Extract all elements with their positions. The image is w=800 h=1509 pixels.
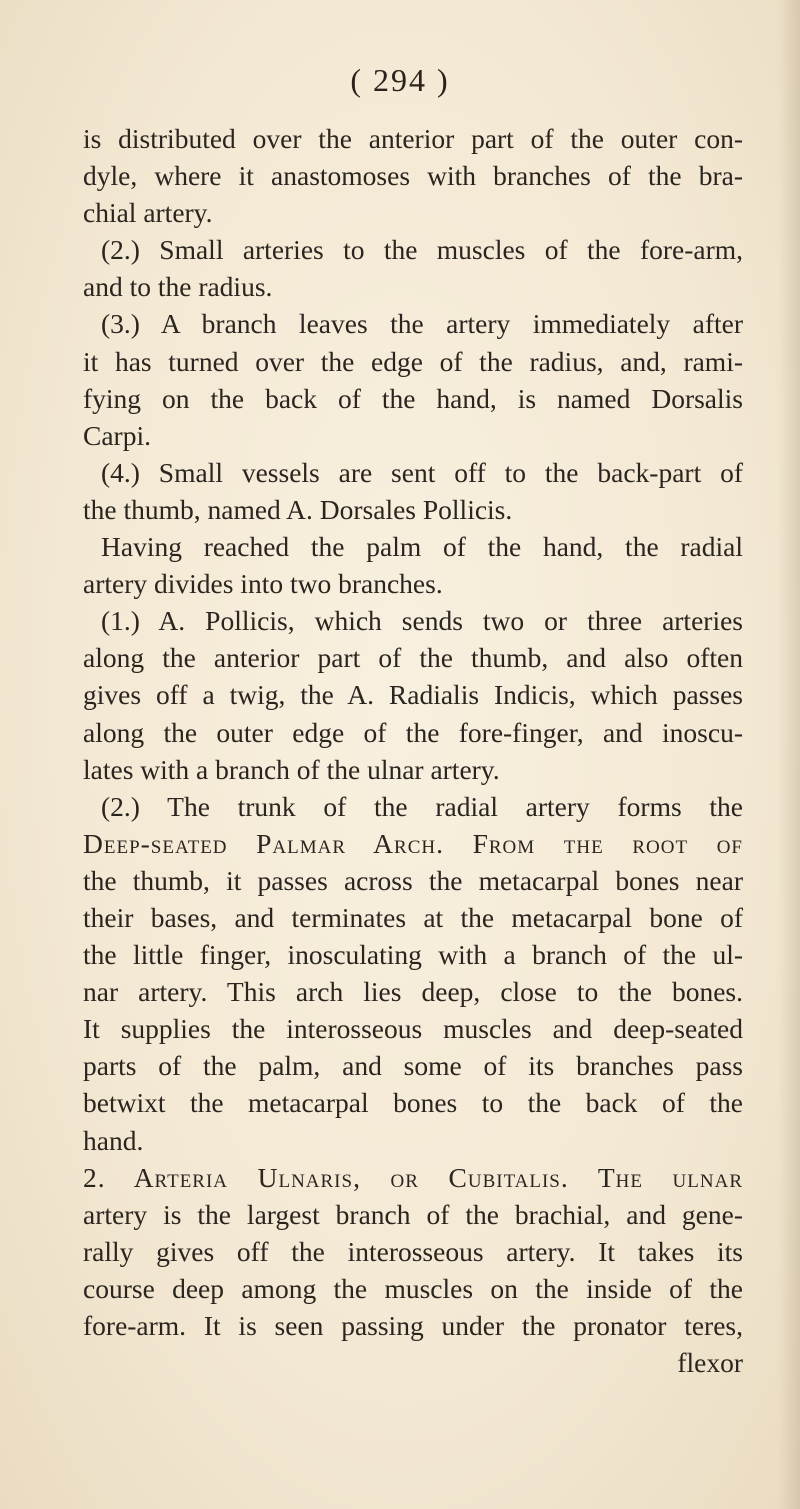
text-line: (4.) Small vessels are sent off to the back-part of [101,456,743,488]
body-text [83,120,743,1381]
text-line: (1.) A. Pollicis, which sends two or three arteries [101,605,743,637]
text-line: Carpi. [83,419,151,451]
text-line: and to the radius. [83,271,273,303]
text-line: the little finger, inosculating with a branch of the ul- [83,939,743,971]
text-line: course deep among the muscles on the inside of the [83,1272,743,1304]
text-line: their bases, and terminates at the metacarpal bone of [83,901,743,933]
text-line: dyle, where it anastomoses with branches of the bra- [83,160,743,192]
text-line: along the outer edge of the fore-finger, and inoscu- [83,716,743,748]
catchword: flexor [677,1347,743,1379]
text-line: the thumb, it passes across the metacarpal bones near [83,864,743,896]
text-line: gives off a twig, the A. Radialis Indicis, which passes [83,679,743,711]
text-line-heading-arteria-ulnaris: 2. Arteria Ulnaris, or Cubitalis. The ulnar [83,1161,743,1193]
text-line-heading-palmar-arch: Deep-seated Palmar Arch. From the root of [83,827,743,859]
text-line: hand. [83,1124,144,1156]
text-line: chial artery. [83,197,213,229]
text-line: lates with a branch of the ulnar artery. [83,753,500,785]
text-line: betwixt the metacarpal bones to the back of the [83,1087,743,1119]
text-line: (3.) A branch leaves the artery immediately after [101,308,743,340]
text-line: (2.) Small arteries to the muscles of the fore-arm, [101,234,743,266]
text-line: nar artery. This arch lies deep, close to the bones. [83,976,743,1008]
text-line: (2.) The trunk of the radial artery forms the [101,790,743,822]
text-line: the thumb, named A. Dorsales Pollicis. [83,493,513,525]
text-line: artery divides into two branches. [83,568,443,600]
text-line: Having reached the palm of the hand, the radial [101,531,743,563]
text-line: fying on the back of the hand, is named Dorsalis [83,382,743,414]
text-line: parts of the palm, and some of its branches pass [83,1050,743,1082]
text-line: along the anterior part of the thumb, and also often [83,642,743,674]
page-number: ( 294 ) [350,62,450,98]
text-line: it has turned over the edge of the radius, and, rami- [83,345,743,377]
text-line: rally gives off the interosseous artery. It takes its [83,1235,743,1267]
text-line: artery is the largest branch of the brachial, and gene- [83,1198,743,1230]
text-line: is distributed over the anterior part of the outer con- [83,123,743,154]
page-spine-shadow [778,0,800,1509]
text-line: It supplies the interosseous muscles and deep-seated [83,1013,743,1045]
text-line: fore-arm. It is seen passing under the pronator teres, [83,1310,743,1341]
